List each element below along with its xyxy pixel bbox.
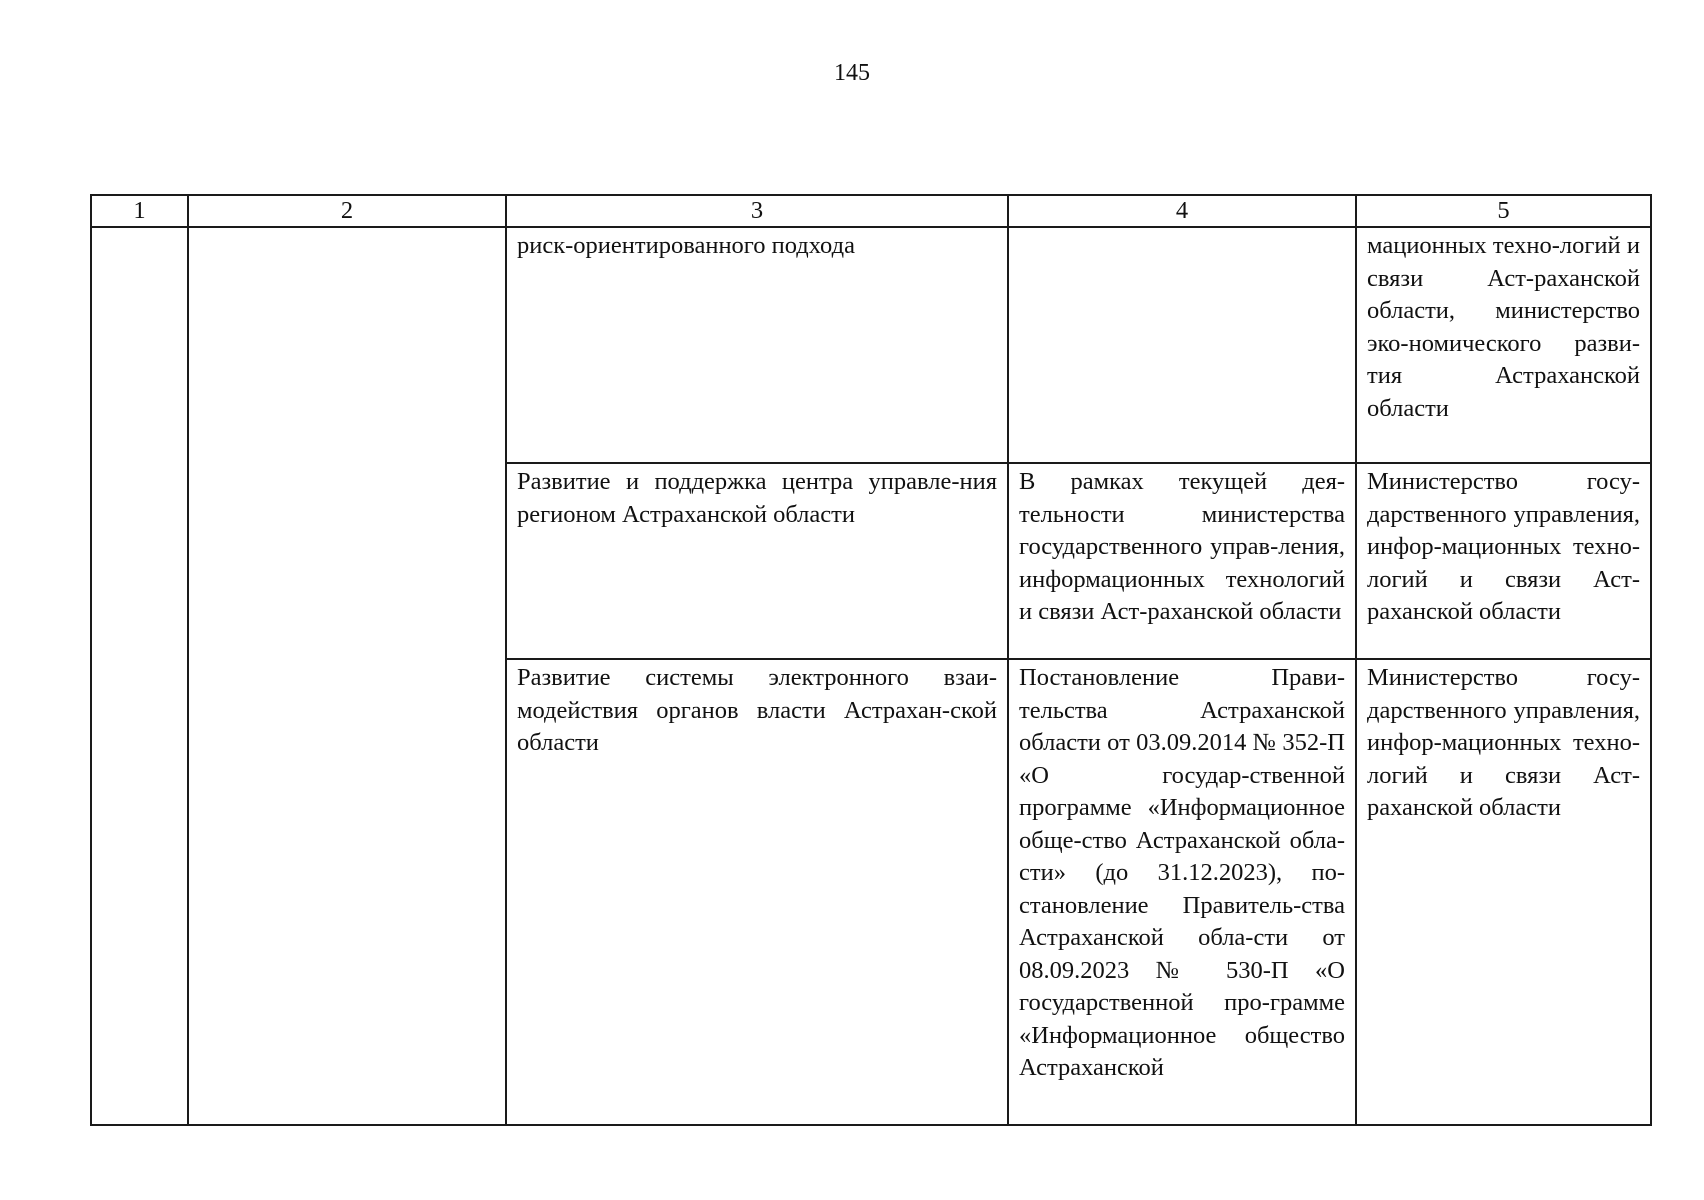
cell-event — [506, 659, 1008, 1125]
column-header-3: 3 — [506, 195, 1008, 227]
cell-basis-text: Постановление Прави-тельства Астраханской области от 03.09.2014 № 352-П «О государ-ственной программе «Информационное обще-ство Астраханской обла-сти» (до 31.12.2023), по-становление Правитель-ства Астраханской обла-сти от 08.09.2023 № 530-П «О государственной про-грамме «Информационное общество Астраханской — [1019, 664, 1345, 1081]
cell-event-text: риск-ориентированного подхода — [517, 232, 855, 259]
cell-event — [506, 463, 1008, 659]
column-header-1: 1 — [91, 195, 188, 227]
cell-executor — [1356, 659, 1651, 1125]
cell-event-text: Развитие и поддержка центра управле-ния регионом Астраханской области — [517, 468, 997, 528]
table-header-row — [91, 195, 1651, 227]
cell-basis — [1008, 463, 1356, 659]
document-table — [90, 194, 1652, 1126]
column-header-4: 4 — [1008, 195, 1356, 227]
cell-basis-text: В рамках текущей дея-тельности министерства государственного управ-ления, информационных технологий и связи Аст-раханской области — [1019, 468, 1345, 625]
column-header-2: 2 — [188, 195, 506, 227]
cell-executor-text: Министерство госу-дарственного управления, инфор-мационных техно-логий и связи Аст-раханской области — [1367, 664, 1640, 821]
column-header-5: 5 — [1356, 195, 1651, 227]
cell-executor-text: мационных техно-логий и связи Аст-раханской области, министерство эко-номического разви-тия Астраханской области — [1367, 232, 1640, 422]
cell-basis — [1008, 659, 1356, 1125]
cell-executor — [1356, 227, 1651, 463]
cell-col1-empty — [91, 227, 188, 1125]
cell-executor — [1356, 463, 1651, 659]
cell-executor-text: Министерство госу-дарственного управления, инфор-мационных техно-логий и связи Аст-раханской области — [1367, 468, 1640, 625]
cell-event — [506, 227, 1008, 463]
cell-basis — [1008, 227, 1356, 463]
page-number: 145 — [834, 60, 870, 86]
table-row — [91, 227, 1651, 463]
cell-event-text: Развитие системы электронного взаи-модействия органов власти Астрахан-ской области — [517, 664, 997, 756]
cell-col2-empty — [188, 227, 506, 1125]
